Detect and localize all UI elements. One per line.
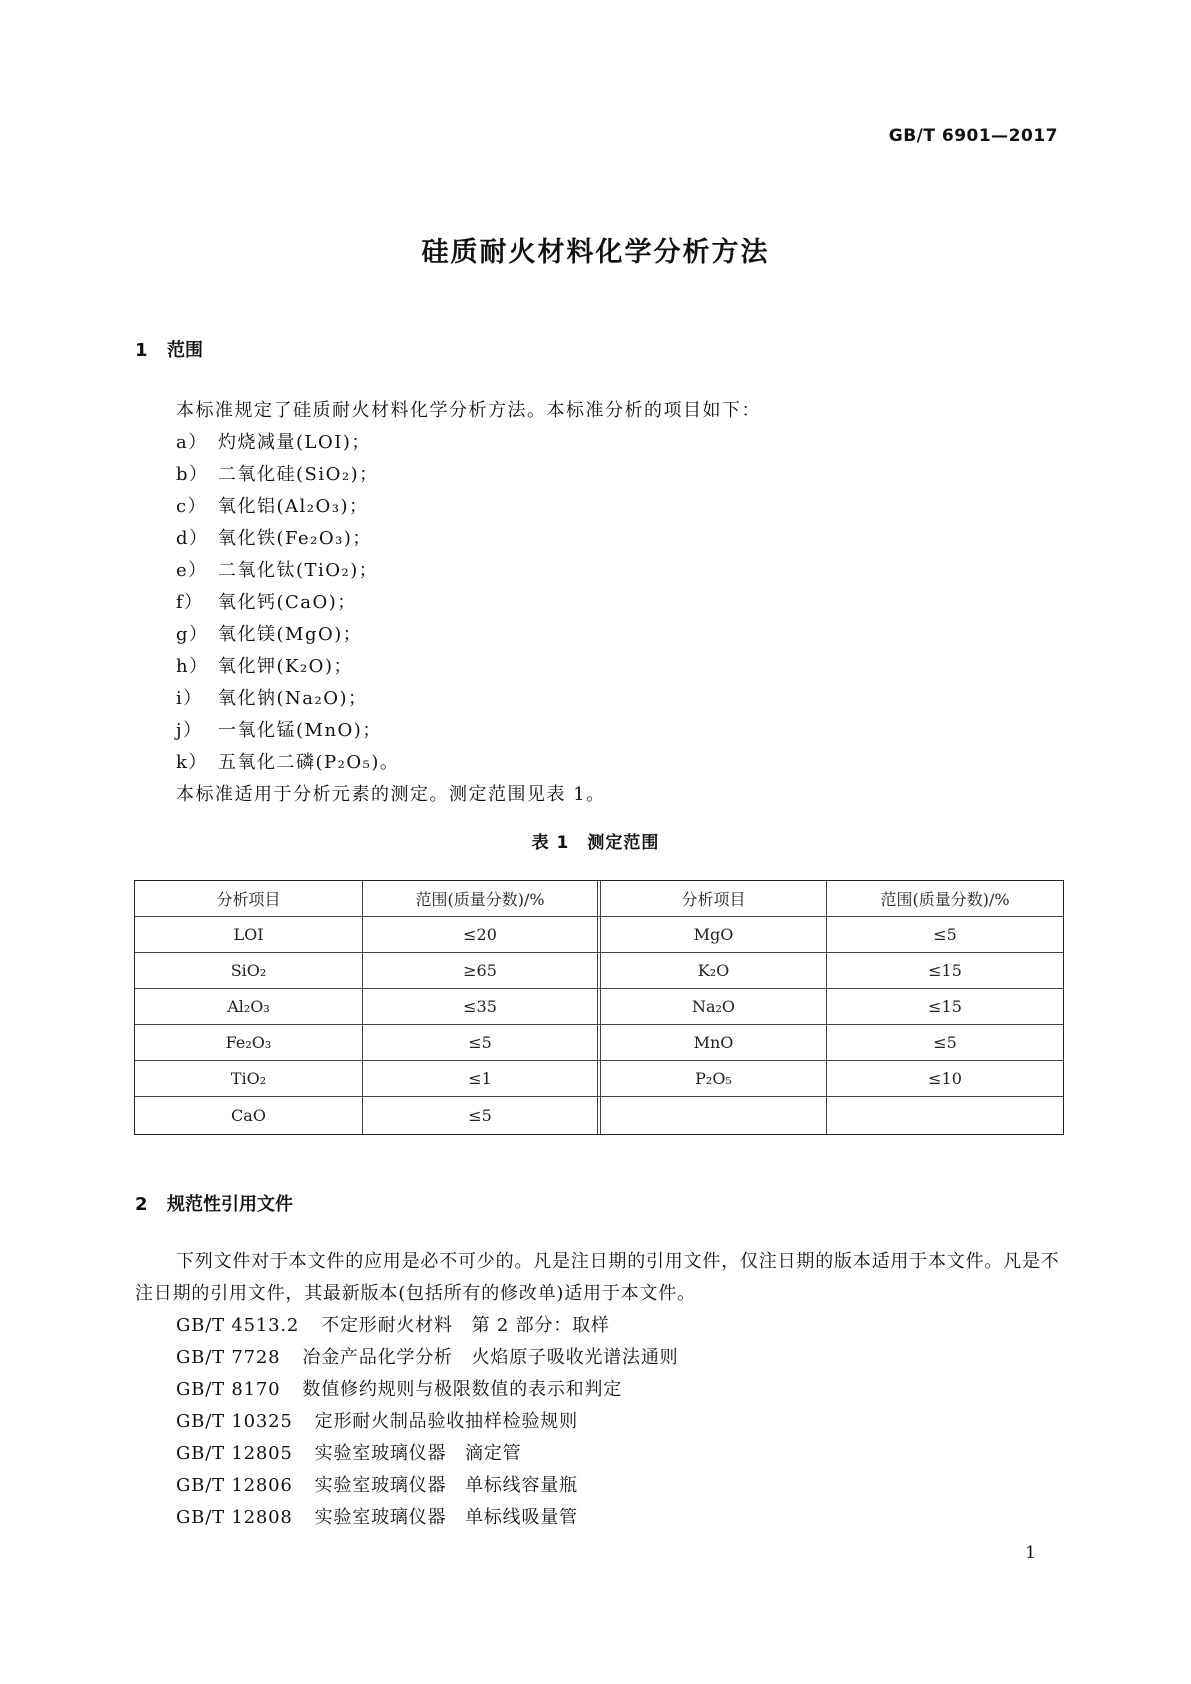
reference-code: GB/T 4513.2 <box>176 1315 300 1336</box>
list-marker: h） <box>176 656 209 677</box>
list-marker: e） <box>176 560 208 581</box>
table-cell <box>601 1097 826 1133</box>
list-item <box>176 427 399 459</box>
section-title: 规范性引用文件 <box>167 1194 293 1215</box>
table-cell: ≤15 <box>928 997 962 1016</box>
list-item <box>176 619 399 651</box>
reference-code: GB/T 12805 <box>176 1443 293 1464</box>
page-title: 硅质耐火材料化学分析方法 <box>421 237 770 268</box>
table-cell: MnO <box>693 1033 734 1052</box>
table-cell: K₂O <box>697 961 730 980</box>
list-marker: a） <box>176 432 208 453</box>
table-cell: SiO₂ <box>230 961 267 980</box>
table-cell: ≤15 <box>928 961 962 980</box>
reference-title: 冶金产品化学分析 火焰原子吸收光谱法通则 <box>302 1347 679 1368</box>
reference-title: 不定形耐火材料 第 2 部分：取样 <box>321 1315 610 1336</box>
reference-item <box>176 1502 678 1534</box>
table-cell: ≤35 <box>463 997 497 1016</box>
list-text: 氧化铁(Fe₂O₃)； <box>218 528 372 549</box>
reference-code: GB/T 10325 <box>176 1411 293 1432</box>
reference-title: 定形耐火制品验收抽样检验规则 <box>314 1411 578 1432</box>
list-marker: j） <box>176 720 203 741</box>
reference-code: GB/T 12808 <box>176 1507 293 1528</box>
list-item <box>176 651 399 683</box>
reference-item <box>176 1374 678 1406</box>
list-item <box>176 587 399 619</box>
section-1-heading <box>135 336 203 362</box>
table-header-cell: 范围(质量分数)/% <box>415 890 545 909</box>
reference-title: 实验室玻璃仪器 滴定管 <box>314 1443 522 1464</box>
table-cell: ≤10 <box>928 1069 962 1088</box>
list-item <box>176 523 399 555</box>
list-text: 氧化铝(Al₂O₃)； <box>218 496 369 517</box>
list-text: 氧化钙(CaO)； <box>218 592 357 613</box>
list-marker: g） <box>176 624 209 645</box>
reference-title: 实验室玻璃仪器 单标线吸量管 <box>314 1507 578 1528</box>
list-text: 一氧化锰(MnO)； <box>218 720 382 741</box>
section-2-paragraph <box>135 1246 1070 1310</box>
list-text: 二氧化硅(SiO₂)； <box>218 464 379 485</box>
table-cell: ≤5 <box>468 1105 492 1125</box>
table-cell: P₂O₅ <box>695 1069 732 1088</box>
reference-code: GB/T 12806 <box>176 1475 293 1496</box>
list-marker: c） <box>176 496 208 517</box>
normative-references-list <box>176 1310 678 1534</box>
table-header-cell: 范围(质量分数)/% <box>880 890 1010 909</box>
list-marker: f） <box>176 592 204 613</box>
list-text: 五氧化二磷(P₂O₅)。 <box>218 752 400 773</box>
section-2-heading <box>135 1190 293 1216</box>
table-cell: Al₂O₃ <box>227 997 270 1016</box>
list-marker: b） <box>176 464 209 485</box>
reference-item <box>176 1438 678 1470</box>
reference-item <box>176 1470 678 1502</box>
table-cell: Fe₂O₃ <box>225 1033 272 1052</box>
paragraph-text: 下列文件对于本文件的应用是必不可少的。凡是注日期的引用文件，仅注日期的版本适用于本文件。凡是不注日期的引用文件，其最新版本(包括所有的修改单)适用于本文件。 <box>135 1251 1060 1304</box>
table-cell: ≤5 <box>468 1033 492 1052</box>
list-item <box>176 459 399 491</box>
analysis-items-list <box>176 427 399 779</box>
list-text: 氧化钾(K₂O)； <box>218 656 353 677</box>
section-number: 2 <box>135 1194 148 1215</box>
table-caption: 表 1 测定范围 <box>531 833 660 853</box>
list-text: 灼烧减量(LOI)； <box>218 432 371 453</box>
table-cell: CaO <box>231 1105 266 1125</box>
reference-code: GB/T 8170 <box>176 1379 281 1400</box>
table-cell: Na₂O <box>691 997 736 1016</box>
section-title: 范围 <box>167 340 203 361</box>
list-text: 二氧化钛(TiO₂)； <box>218 560 379 581</box>
list-marker: d） <box>176 528 209 549</box>
table-cell: MgO <box>693 925 734 944</box>
list-item <box>176 747 399 779</box>
table-cell: LOI <box>233 925 264 944</box>
reference-title: 实验室玻璃仪器 单标线容量瓶 <box>314 1475 578 1496</box>
reference-title: 数值修约规则与极限数值的表示和判定 <box>302 1379 623 1400</box>
reference-code: GB/T 7728 <box>176 1347 281 1368</box>
table-header-cell: 分析项目 <box>216 890 281 909</box>
section-number: 1 <box>135 340 148 361</box>
table-cell <box>827 1097 1063 1133</box>
table-cell: ≤1 <box>468 1069 492 1088</box>
reference-item <box>176 1342 678 1374</box>
list-text: 氧化镁(MgO)； <box>218 624 363 645</box>
document-code: GB/T 6901—2017 <box>888 126 1058 146</box>
list-item <box>176 491 399 523</box>
table-cell: ≤5 <box>933 1033 957 1052</box>
reference-item <box>176 1406 678 1438</box>
list-marker: i） <box>176 688 203 709</box>
list-marker: k） <box>176 752 208 773</box>
section-1-closing: 本标准适用于分析元素的测定。测定范围见表 1。 <box>176 784 606 805</box>
reference-item <box>176 1310 678 1342</box>
table-cell: ≤5 <box>933 925 957 944</box>
list-item <box>176 715 399 747</box>
list-text: 氧化钠(Na₂O)； <box>218 688 368 709</box>
table-cell: ≥65 <box>463 961 497 980</box>
page-number: 1 <box>1025 1543 1036 1563</box>
measurement-range-table <box>134 880 1064 1135</box>
list-item <box>176 555 399 587</box>
table-cell: ≤20 <box>463 925 497 944</box>
list-item <box>176 683 399 715</box>
section-1-intro: 本标准规定了硅质耐火材料化学分析方法。本标准分析的项目如下： <box>176 400 761 421</box>
table-header-cell: 分析项目 <box>681 890 746 909</box>
table-cell: TiO₂ <box>230 1069 267 1088</box>
